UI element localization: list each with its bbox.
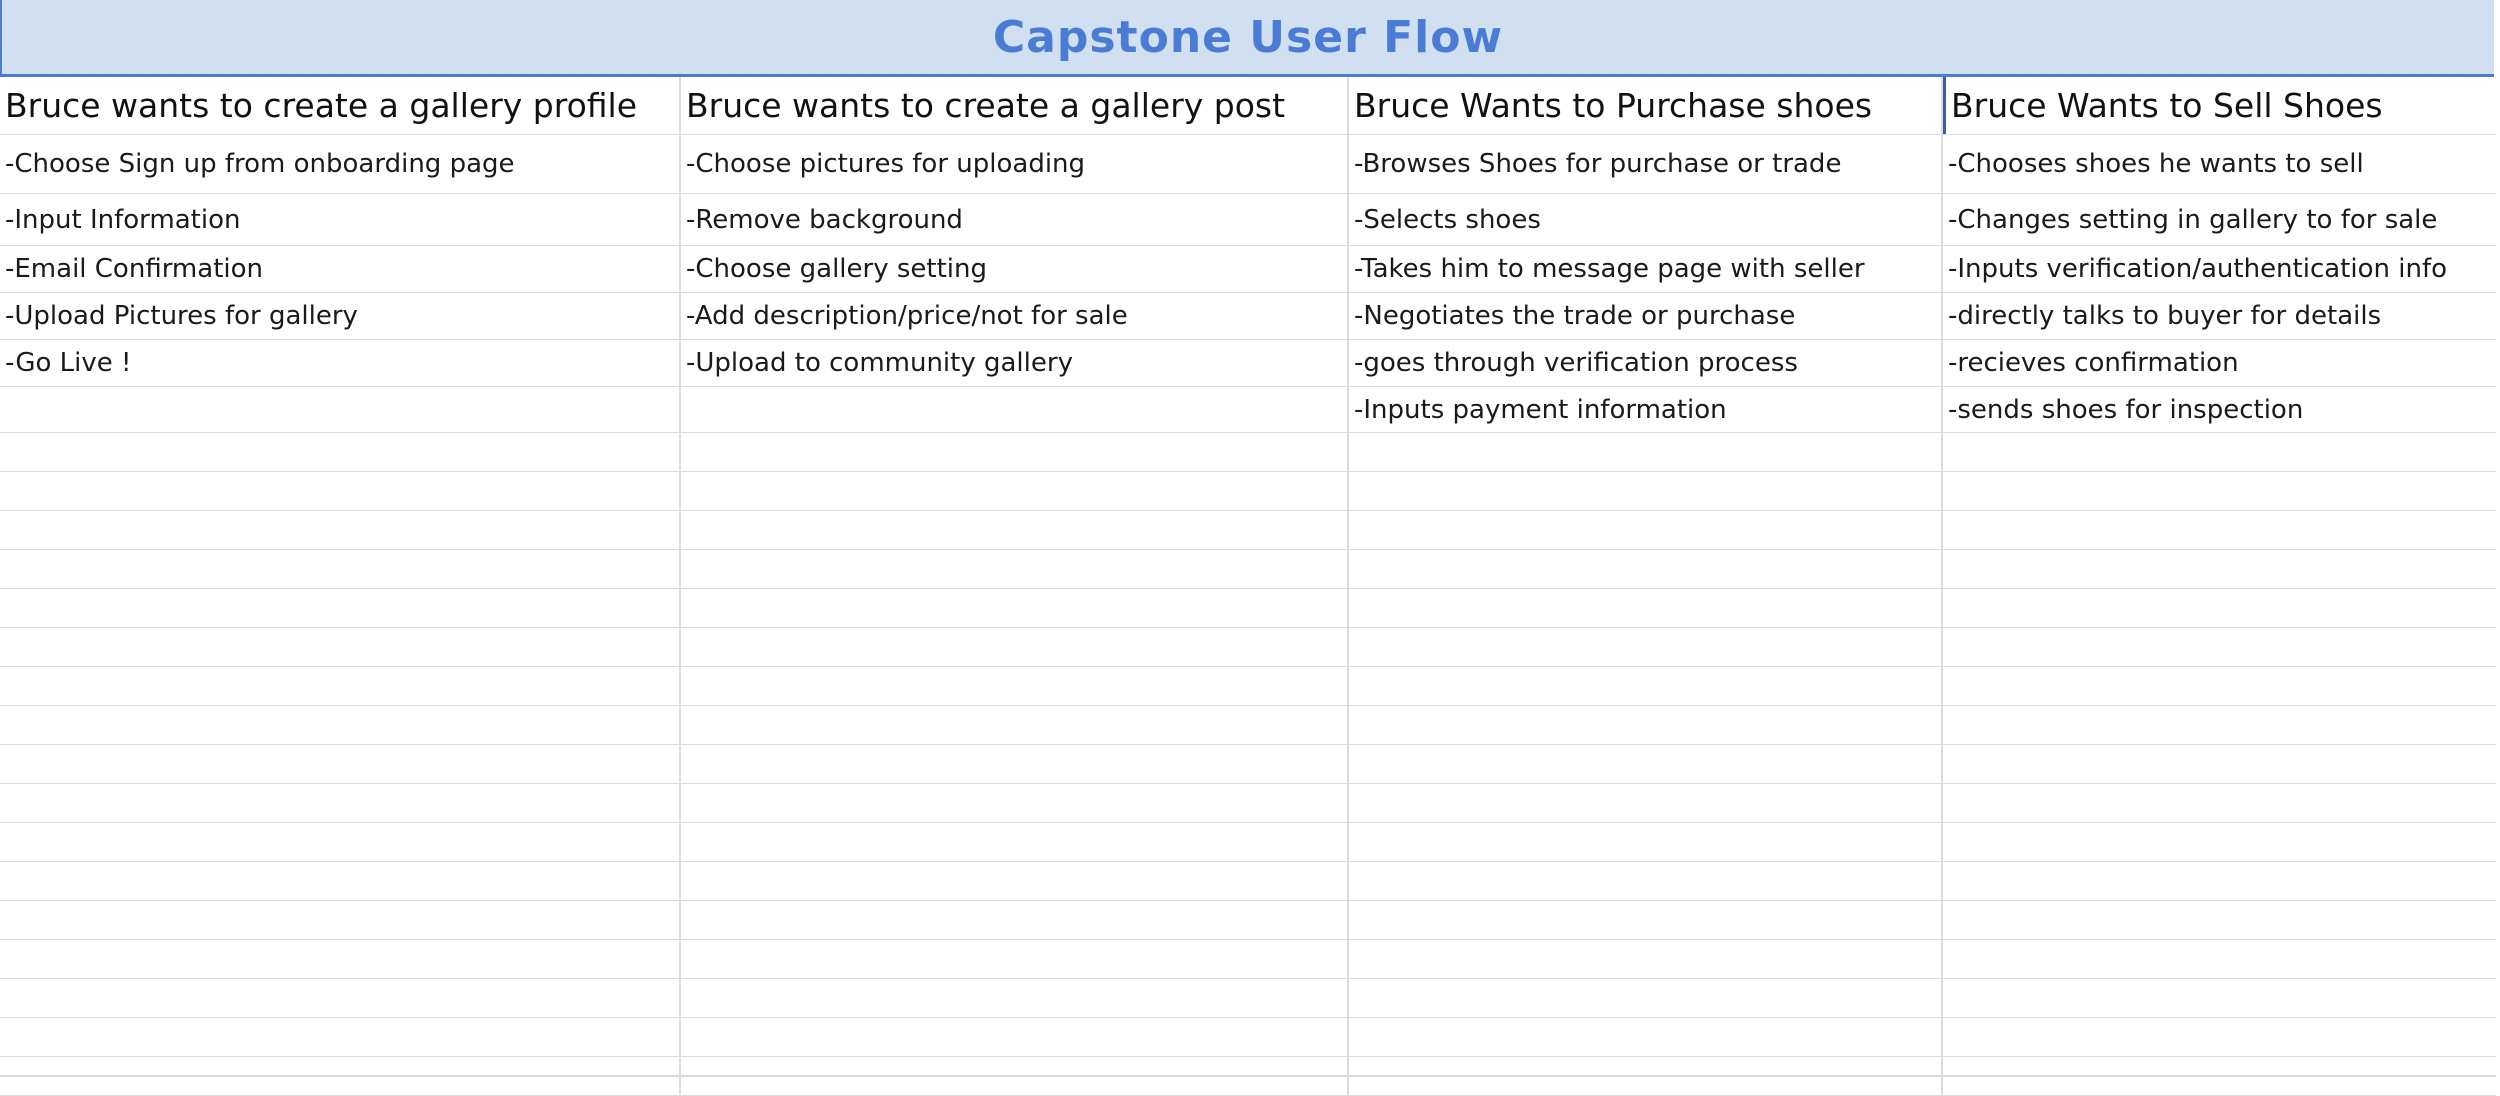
- table-cell[interactable]: -Upload Pictures for gallery: [0, 293, 681, 339]
- table-cell[interactable]: -Input Information: [0, 194, 681, 245]
- table-cell[interactable]: -Choose pictures for uploading: [681, 135, 1349, 193]
- empty-cell[interactable]: [1943, 433, 2496, 471]
- empty-cell[interactable]: [681, 433, 1349, 471]
- table-cell[interactable]: -Chooses shoes he wants to sell: [1948, 149, 2364, 179]
- empty-row: [0, 823, 2496, 862]
- table-cell[interactable]: -Inputs verification/authentication info: [1948, 254, 2448, 284]
- empty-cell[interactable]: [1349, 433, 1943, 471]
- empty-cell[interactable]: [1349, 511, 1943, 549]
- empty-cell[interactable]: [1943, 784, 2496, 822]
- empty-row: [0, 745, 2496, 784]
- empty-cell[interactable]: [1349, 628, 1943, 666]
- empty-row: [0, 1057, 2496, 1096]
- table-cell[interactable]: -Choose gallery setting: [681, 246, 1349, 292]
- empty-cell[interactable]: [681, 1057, 1349, 1095]
- empty-cell[interactable]: [0, 550, 681, 588]
- table-row: [0, 135, 2496, 194]
- flow-grid: [0, 77, 2496, 1096]
- empty-cell[interactable]: [1943, 862, 2496, 900]
- table-cell[interactable]: -Inputs payment information: [1349, 387, 1943, 432]
- empty-cell[interactable]: [1943, 628, 2496, 666]
- empty-cell[interactable]: [0, 511, 681, 549]
- empty-cell[interactable]: [0, 784, 681, 822]
- empty-cell[interactable]: [0, 628, 681, 666]
- table-cell[interactable]: -directly talks to buyer for details: [1948, 301, 2382, 331]
- empty-cell[interactable]: [1349, 1018, 1943, 1056]
- table-cell[interactable]: -Choose Sign up from onboarding page: [0, 135, 681, 193]
- empty-cell[interactable]: [1349, 823, 1943, 861]
- title-cell[interactable]: [0, 0, 2494, 77]
- table-row: [0, 293, 2496, 340]
- empty-cell[interactable]: [0, 745, 681, 783]
- empty-cell[interactable]: [1943, 472, 2496, 510]
- table-cell[interactable]: -Remove background: [681, 194, 1349, 245]
- table-cell[interactable]: -Go Live !: [0, 340, 681, 386]
- table-cell[interactable]: -Email Confirmation: [0, 246, 681, 292]
- empty-row: [0, 901, 2496, 940]
- empty-cell[interactable]: [1943, 667, 2496, 705]
- empty-cell[interactable]: [681, 940, 1349, 978]
- header-row: [0, 77, 2496, 135]
- empty-cell[interactable]: [681, 901, 1349, 939]
- table-cell[interactable]: -Takes him to message page with seller: [1349, 246, 1943, 292]
- empty-row: [0, 1018, 2496, 1057]
- empty-row: [0, 784, 2496, 823]
- empty-row: [0, 706, 2496, 745]
- empty-cell[interactable]: [1349, 667, 1943, 705]
- empty-cell[interactable]: [1943, 979, 2496, 1017]
- empty-row: [0, 979, 2496, 1018]
- empty-row: [0, 472, 2496, 511]
- empty-cell[interactable]: [1349, 706, 1943, 744]
- empty-cell[interactable]: [681, 706, 1349, 744]
- empty-row: [0, 550, 2496, 589]
- table-cell[interactable]: -Selects shoes: [1349, 194, 1943, 245]
- empty-cell[interactable]: [1943, 550, 2496, 588]
- column-header-gallery-profile[interactable]: Bruce wants to create a gallery profile: [0, 77, 681, 134]
- empty-cell[interactable]: [0, 472, 681, 510]
- empty-cell[interactable]: [681, 589, 1349, 627]
- table-cell[interactable]: [0, 387, 681, 432]
- empty-cell[interactable]: [681, 979, 1349, 1017]
- empty-row: [0, 628, 2496, 667]
- empty-row: [0, 511, 2496, 550]
- empty-cell[interactable]: [681, 550, 1349, 588]
- empty-cell[interactable]: [681, 1018, 1349, 1056]
- empty-cell[interactable]: [0, 1057, 681, 1095]
- empty-cell[interactable]: [1943, 1018, 2496, 1056]
- column-header-gallery-post[interactable]: Bruce wants to create a gallery post: [681, 77, 1349, 134]
- empty-cell[interactable]: [0, 823, 681, 861]
- table-row: [0, 387, 2496, 433]
- table-row: [0, 246, 2496, 293]
- table-cell[interactable]: -recieves confirmation: [1948, 348, 2239, 378]
- empty-rows: [0, 433, 2496, 1096]
- empty-cell[interactable]: [681, 862, 1349, 900]
- empty-cell[interactable]: [1349, 784, 1943, 822]
- empty-cell[interactable]: [681, 628, 1349, 666]
- empty-cell[interactable]: [681, 823, 1349, 861]
- empty-cell[interactable]: [1943, 706, 2496, 744]
- table-cell[interactable]: -sends shoes for inspection: [1948, 394, 2304, 425]
- column-header-purchase-shoes[interactable]: Bruce Wants to Purchase shoes: [1349, 77, 1943, 134]
- empty-cell[interactable]: [0, 667, 681, 705]
- empty-cell[interactable]: [1349, 901, 1943, 939]
- empty-cell[interactable]: [681, 472, 1349, 510]
- empty-cell[interactable]: [0, 1018, 681, 1056]
- empty-cell[interactable]: [681, 511, 1349, 549]
- empty-cell[interactable]: [1349, 550, 1943, 588]
- empty-cell[interactable]: [1943, 940, 2496, 978]
- sheet-title: Capstone User Flow: [992, 11, 1504, 63]
- empty-cell[interactable]: [0, 862, 681, 900]
- empty-cell[interactable]: [1349, 745, 1943, 783]
- empty-cell[interactable]: [0, 589, 681, 627]
- table-cell[interactable]: -Changes setting in gallery to for sale: [1948, 204, 2438, 235]
- table-cell[interactable]: [681, 387, 1349, 432]
- column-header-sell-shoes[interactable]: Bruce Wants to Sell Shoes: [1943, 77, 2496, 134]
- empty-cell[interactable]: [681, 667, 1349, 705]
- empty-cell[interactable]: [0, 979, 681, 1017]
- empty-cell[interactable]: [0, 433, 681, 471]
- empty-cell[interactable]: [1349, 979, 1943, 1017]
- empty-cell[interactable]: [1349, 940, 1943, 978]
- table-cell[interactable]: -Browses Shoes for purchase or trade: [1349, 135, 1943, 193]
- empty-cell[interactable]: [0, 706, 681, 744]
- empty-cell[interactable]: [1943, 511, 2496, 549]
- empty-cell[interactable]: [681, 784, 1349, 822]
- empty-cell[interactable]: [0, 940, 681, 978]
- table-row: [0, 340, 2496, 387]
- empty-row: [0, 667, 2496, 706]
- table-cell[interactable]: -Negotiates the trade or purchase: [1349, 293, 1943, 339]
- empty-row: [0, 589, 2496, 628]
- empty-row: [0, 433, 2496, 472]
- empty-cell[interactable]: [1943, 901, 2496, 939]
- table-cell[interactable]: -Add description/price/not for sale: [681, 293, 1349, 339]
- empty-row: [0, 940, 2496, 979]
- table-cell[interactable]: -goes through verification process: [1349, 340, 1943, 386]
- empty-cell[interactable]: [0, 901, 681, 939]
- table-cell[interactable]: -Upload to community gallery: [681, 340, 1349, 386]
- empty-cell[interactable]: [1943, 589, 2496, 627]
- empty-cell[interactable]: [1349, 1057, 1943, 1095]
- empty-row: [0, 862, 2496, 901]
- empty-cell[interactable]: [1349, 862, 1943, 900]
- empty-cell[interactable]: [1349, 589, 1943, 627]
- empty-cell[interactable]: [1349, 472, 1943, 510]
- empty-cell[interactable]: [1943, 745, 2496, 783]
- empty-cell[interactable]: [1943, 1057, 2496, 1095]
- empty-cell[interactable]: [681, 745, 1349, 783]
- table-row: [0, 194, 2496, 246]
- empty-cell[interactable]: [1943, 823, 2496, 861]
